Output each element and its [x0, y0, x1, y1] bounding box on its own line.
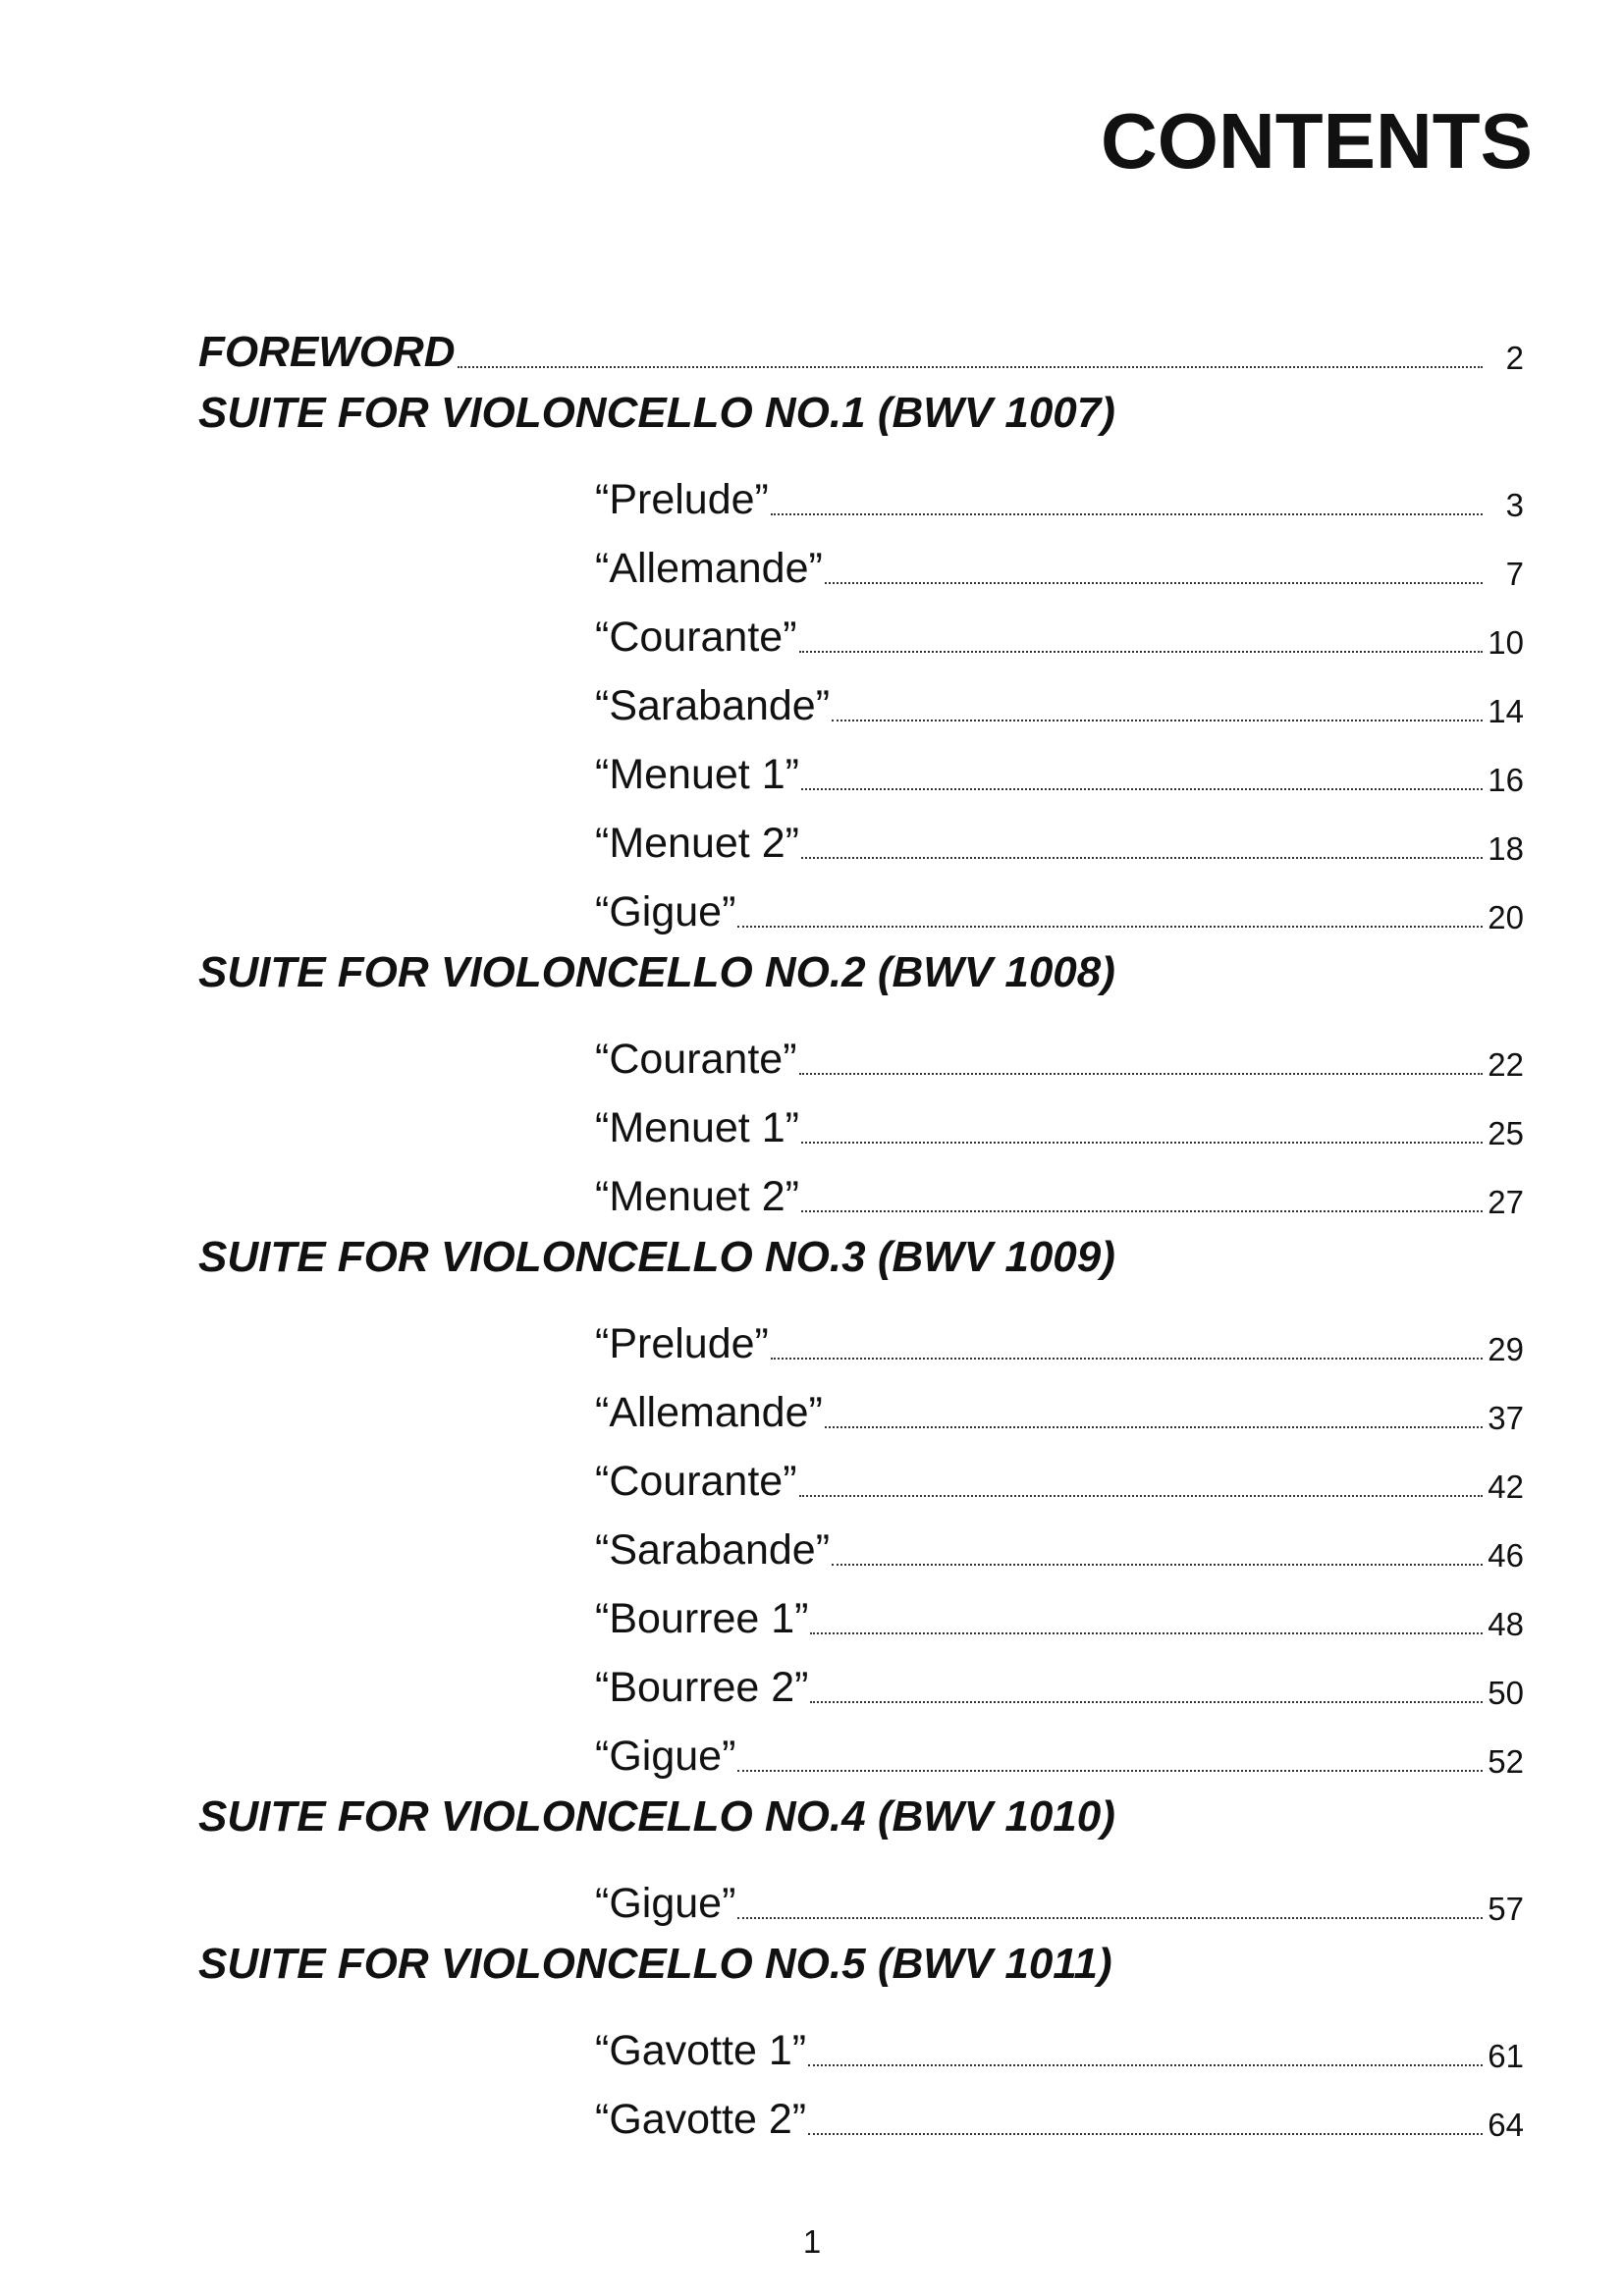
toc-entry-movement[interactable]: [595, 1365, 1524, 1434]
table-of-contents: [198, 303, 1524, 2141]
dot-leader: [808, 2064, 1483, 2066]
toc-entry-page: 46: [1488, 1537, 1524, 1574]
toc-entry-label: “Menuet 1”: [595, 751, 799, 798]
toc-entry-label: “Gavotte 2”: [595, 2096, 807, 2143]
dot-leader: [801, 1210, 1483, 1212]
dot-leader: [801, 1142, 1483, 1144]
dot-leader: [737, 926, 1483, 928]
toc-entry-page: 16: [1488, 762, 1524, 798]
dot-leader: [801, 788, 1483, 790]
dot-leader: [810, 1701, 1483, 1703]
toc-entry-page: 57: [1488, 1891, 1524, 1927]
suite-group: [198, 1778, 1524, 1925]
toc-entry-label: “Allemande”: [595, 1389, 823, 1436]
dot-leader: [810, 1632, 1483, 1634]
toc-entry-movement[interactable]: [595, 727, 1524, 796]
dot-leader: [832, 720, 1483, 721]
toc-entry-label: “Gigue”: [595, 1733, 736, 1780]
toc-entry-page: 20: [1488, 899, 1524, 935]
toc-entry-label: “Courante”: [595, 1458, 797, 1505]
toc-entry-page: 22: [1488, 1046, 1524, 1083]
toc-entry-movement[interactable]: [595, 453, 1524, 521]
toc-entry-page: 27: [1488, 1184, 1524, 1220]
toc-entry-label: “Allemande”: [595, 545, 823, 592]
toc-entry-movement[interactable]: [595, 1149, 1524, 1218]
suite-list: [198, 374, 1524, 2141]
toc-entry-movement[interactable]: [595, 2072, 1524, 2141]
dot-leader: [832, 1564, 1483, 1566]
toc-entry-page: 42: [1488, 1468, 1524, 1505]
toc-entry-movement[interactable]: [595, 1434, 1524, 1503]
toc-entry-page: 29: [1488, 1331, 1524, 1367]
dot-leader: [458, 366, 1483, 368]
dot-leader: [799, 1073, 1483, 1075]
toc-entry-label: “Gigue”: [595, 1880, 736, 1927]
toc-entry-movement[interactable]: [595, 1572, 1524, 1640]
dot-leader: [771, 513, 1483, 515]
toc-entry-movement[interactable]: [595, 865, 1524, 934]
dot-leader: [825, 1426, 1483, 1428]
toc-entry-movement[interactable]: [595, 1012, 1524, 1081]
toc-entry-page: 7: [1505, 556, 1524, 592]
toc-entry-label: “Sarabande”: [595, 682, 831, 729]
toc-entry-foreword[interactable]: [198, 303, 1524, 374]
toc-entry-page: 37: [1488, 1400, 1524, 1436]
toc-entry-page: 50: [1488, 1675, 1524, 1711]
toc-entry-page: 25: [1488, 1115, 1524, 1151]
toc-entry-label: “Menuet 2”: [595, 820, 799, 867]
toc-entry-label: “Prelude”: [595, 476, 769, 523]
dot-leader: [737, 1917, 1483, 1919]
toc-entry-movement[interactable]: [595, 1856, 1524, 1925]
toc-entry-movement[interactable]: [595, 1503, 1524, 1572]
toc-entry-page: 52: [1488, 1743, 1524, 1780]
suite-heading[interactable]: SUITE FOR VIOLONCELLO NO.4 (BWV 1010): [198, 1792, 1115, 1841]
toc-entry-label: FOREWORD: [198, 328, 456, 376]
toc-entry-movement[interactable]: [595, 796, 1524, 865]
toc-entry-label: “Prelude”: [595, 1320, 769, 1367]
toc-entry-page: 3: [1505, 487, 1524, 523]
toc-entry-movement[interactable]: [595, 521, 1524, 590]
toc-entry-movement[interactable]: [595, 1297, 1524, 1365]
suite-heading[interactable]: SUITE FOR VIOLONCELLO NO.3 (BWV 1009): [198, 1233, 1115, 1281]
toc-entry-label: “Gigue”: [595, 888, 736, 935]
toc-entry-label: “Sarabande”: [595, 1526, 831, 1574]
toc-entry-page: 64: [1488, 2107, 1524, 2143]
toc-entry-movement[interactable]: [595, 1081, 1524, 1149]
toc-entry-label: “Bourree 2”: [595, 1664, 809, 1711]
page-number: 1: [802, 2223, 822, 2260]
suite-group: [198, 1925, 1524, 2141]
toc-entry-page: 10: [1488, 624, 1524, 661]
dot-leader: [801, 857, 1483, 859]
toc-entry-movement[interactable]: [595, 1709, 1524, 1778]
dot-leader: [799, 651, 1483, 653]
toc-entry-page: 2: [1505, 340, 1524, 376]
toc-entry-movement[interactable]: [595, 590, 1524, 659]
dot-leader: [808, 2133, 1483, 2135]
toc-entry-page: 18: [1488, 830, 1524, 867]
dot-leader: [771, 1358, 1483, 1360]
toc-entry-page: 61: [1488, 2038, 1524, 2074]
toc-entry-movement[interactable]: [595, 2003, 1524, 2072]
toc-entry-label: “Courante”: [595, 614, 797, 661]
toc-entry-label: “Courante”: [595, 1036, 797, 1083]
toc-entry-label: “Menuet 2”: [595, 1173, 799, 1220]
toc-entry-movement[interactable]: [595, 1640, 1524, 1709]
toc-entry-label: “Bourree 1”: [595, 1595, 809, 1642]
dot-leader: [799, 1495, 1483, 1497]
suite-heading[interactable]: SUITE FOR VIOLONCELLO NO.5 (BWV 1011): [198, 1940, 1112, 1988]
toc-entry-page: 48: [1488, 1606, 1524, 1642]
suite-group: [198, 1218, 1524, 1778]
dot-leader: [737, 1770, 1483, 1772]
suite-group: [198, 374, 1524, 934]
suite-heading[interactable]: SUITE FOR VIOLONCELLO NO.2 (BWV 1008): [198, 948, 1115, 996]
toc-entry-movement[interactable]: [595, 659, 1524, 727]
suite-heading[interactable]: SUITE FOR VIOLONCELLO NO.1 (BWV 1007): [198, 389, 1115, 437]
suite-group: [198, 934, 1524, 1218]
dot-leader: [825, 582, 1483, 584]
toc-entry-label: “Menuet 1”: [595, 1104, 799, 1151]
page-title: CONTENTS: [1101, 97, 1533, 185]
toc-entry-label: “Gavotte 1”: [595, 2027, 807, 2074]
toc-entry-page: 14: [1488, 693, 1524, 729]
